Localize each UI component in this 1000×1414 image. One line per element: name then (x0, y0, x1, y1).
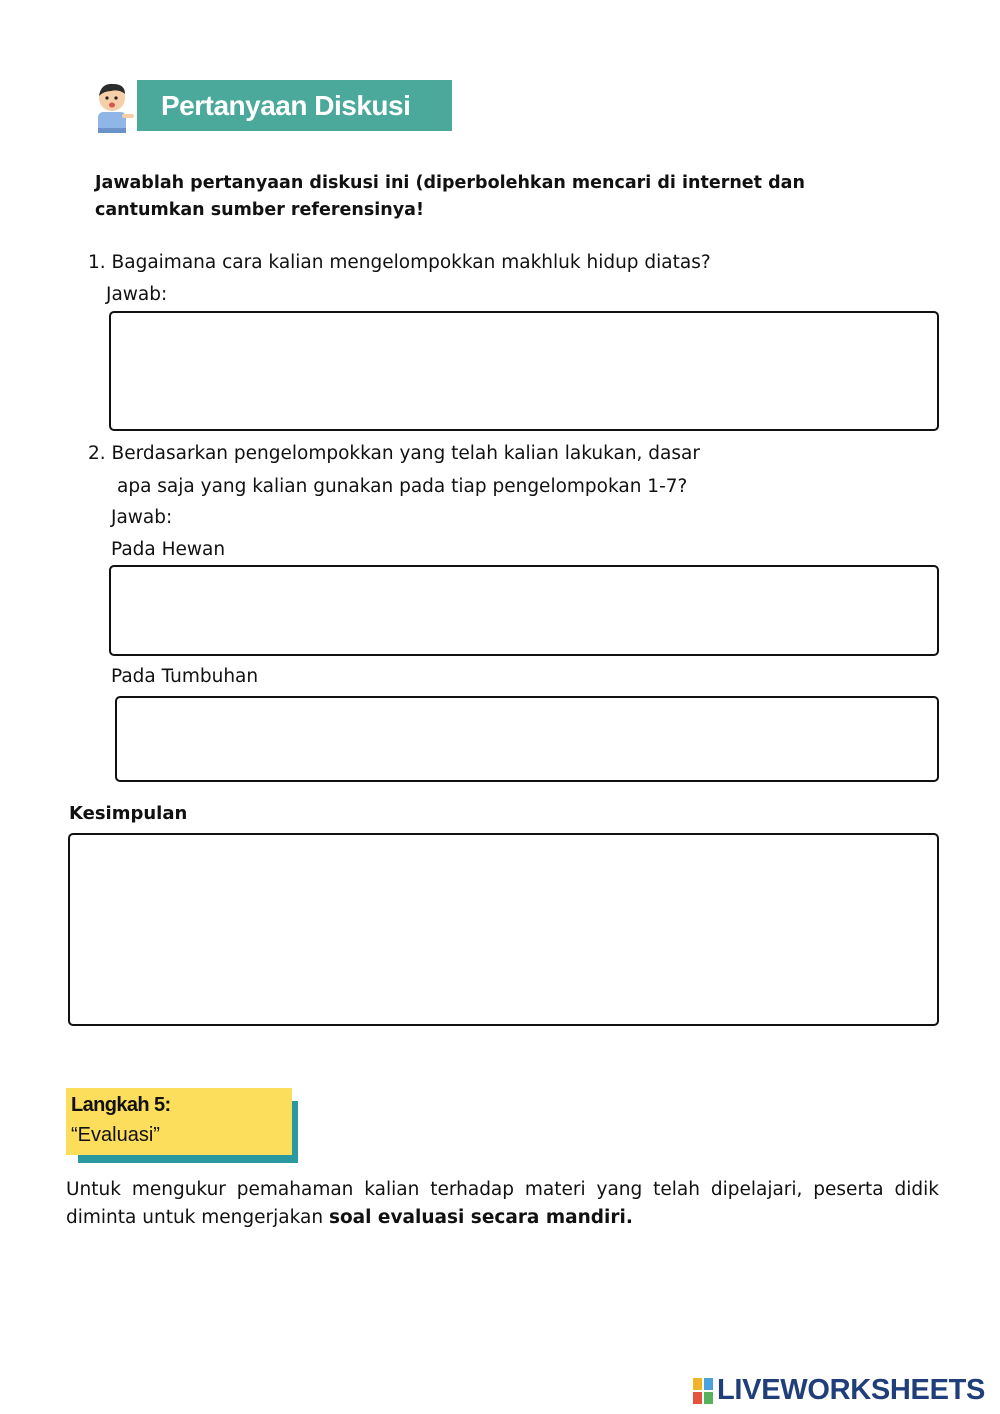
question-2-text-line-1: Berdasarkan pengelompokkan yang telah kalian lakukan, dasar (111, 443, 700, 464)
instruction-text (95, 170, 895, 224)
step-title: Langkah 5: (71, 1094, 171, 1116)
question-2-number: 2. (88, 443, 106, 464)
plants-label: Pada Tumbuhan (111, 666, 259, 687)
page-title: Pertanyaan Diskusi (161, 89, 411, 121)
plants-answer-box[interactable] (115, 696, 939, 782)
teacher-character-icon (92, 78, 136, 134)
question-1-answer-box[interactable] (109, 311, 939, 431)
question-2-text-line-2: apa saja yang kalian gunakan pada tiap pengelompokan 1-7? (117, 476, 688, 497)
instruction-line-2: cantumkan sumber referensinya! (95, 200, 424, 220)
animals-label: Pada Hewan (111, 539, 226, 560)
liveworksheets-logo (692, 1374, 985, 1407)
question-1-answer-label: Jawab: (106, 284, 168, 305)
logo-text: LIVEWORKSHEETS (717, 1374, 986, 1406)
question-1-text: Bagaimana cara kalian mengelompokkan makhluk hidup diatas? (111, 252, 711, 273)
paragraph-bold-text: soal evaluasi secara mandiri. (328, 1207, 633, 1228)
question-2-answer-label: Jawab: (111, 507, 173, 528)
question-2 (88, 442, 700, 466)
animals-answer-box[interactable] (109, 565, 939, 656)
question-1 (88, 251, 711, 275)
conclusion-answer-box[interactable] (68, 833, 939, 1026)
evaluation-paragraph (66, 1176, 939, 1232)
conclusion-label: Kesimpulan (69, 803, 188, 824)
instruction-line-1: Jawablah pertanyaan diskusi ini (diperbolehkan mencari di internet dan (95, 173, 805, 193)
question-1-number: 1. (88, 252, 106, 273)
step-subtitle: “Evaluasi” (71, 1124, 160, 1146)
paragraph-text: Untuk mengukur pemahaman kalian terhadap materi yang telah dipelajari, peserta didik diminta untuk mengerjakan (66, 1179, 939, 1228)
title-banner (137, 80, 452, 131)
liveworksheets-logo-icon (692, 1377, 714, 1405)
